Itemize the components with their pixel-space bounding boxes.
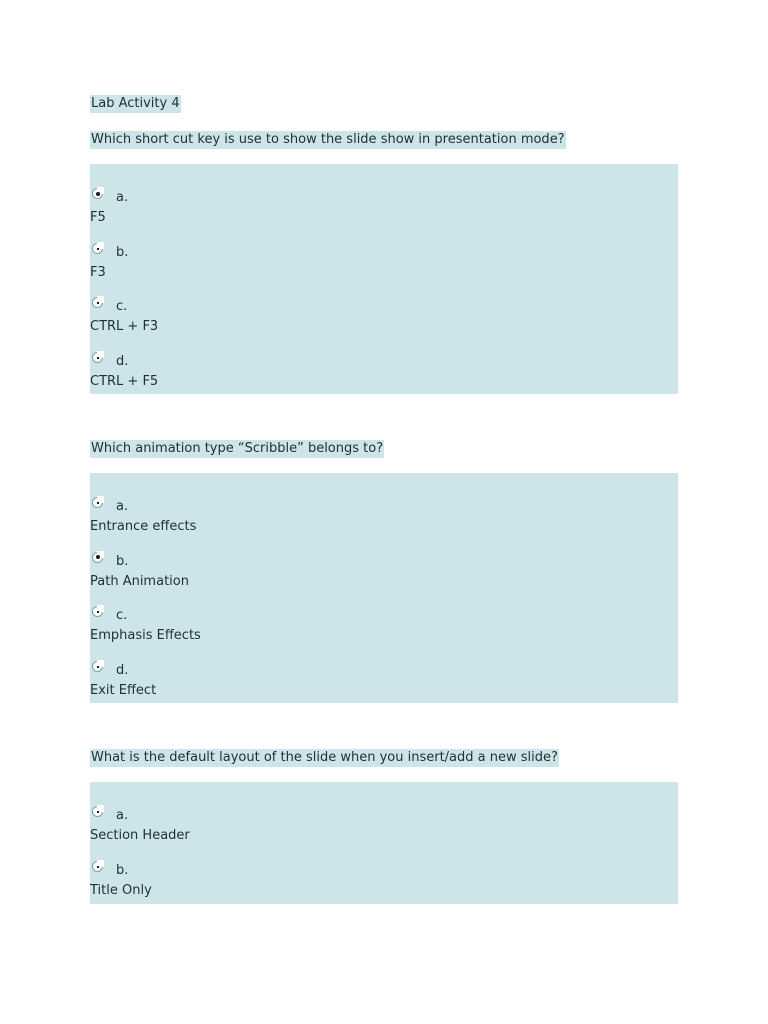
radio-button[interactable] — [92, 806, 103, 817]
radio-button[interactable] — [92, 352, 103, 363]
question-3-option-b[interactable] — [90, 861, 678, 916]
document-title: Lab Activity 4 — [91, 96, 180, 111]
radio-button[interactable] — [92, 297, 103, 308]
question-2-answers — [90, 473, 678, 703]
question-1-prompt: Which short cut key is use to show the slide show in presentation mode? — [91, 132, 565, 147]
radio-button-selected[interactable] — [92, 552, 103, 563]
radio-button[interactable] — [92, 861, 103, 872]
option-text: F5 — [90, 210, 106, 225]
radio-button-selected[interactable] — [92, 188, 103, 199]
option-text: Entrance effects — [90, 519, 197, 534]
radio-button[interactable] — [92, 497, 103, 508]
option-text: Title Only — [90, 882, 152, 898]
option-text: Section Header — [90, 828, 190, 843]
option-letter: a. — [116, 808, 129, 823]
radio-dot-icon — [97, 302, 99, 304]
radio-dot-icon — [97, 811, 99, 813]
option-letter: b. — [116, 553, 129, 569]
option-letter: b. — [116, 244, 129, 260]
question-1-option-a[interactable] — [90, 188, 678, 243]
question-3-answers — [90, 782, 678, 904]
question-1-option-c[interactable] — [90, 297, 678, 352]
radio-dot-icon — [97, 666, 99, 668]
radio-dot-icon — [97, 866, 99, 868]
question-2-option-d[interactable] — [90, 661, 678, 716]
option-letter: d. — [116, 662, 129, 678]
option-text: Path Animation — [90, 573, 189, 589]
option-text: CTRL + F3 — [90, 319, 159, 334]
question-2-option-b[interactable] — [90, 552, 678, 607]
option-text: Emphasis Effects — [90, 628, 201, 643]
question-3-option-a[interactable] — [90, 806, 678, 861]
option-text: F3 — [90, 264, 106, 280]
option-letter: d. — [116, 353, 129, 369]
option-letter: b. — [116, 862, 129, 878]
question-1-option-d[interactable] — [90, 352, 678, 407]
option-letter: c. — [116, 608, 128, 623]
radio-button[interactable] — [92, 661, 103, 672]
question-1-answers — [90, 164, 678, 394]
question-2-option-a[interactable] — [90, 497, 678, 552]
question-3-prompt: What is the default layout of the slide when you insert/add a new slide? — [91, 750, 558, 765]
option-text: CTRL + F5 — [90, 373, 159, 389]
question-1-option-b[interactable] — [90, 243, 678, 298]
option-letter: a. — [116, 190, 129, 205]
radio-dot-icon — [97, 248, 99, 250]
option-letter: a. — [116, 499, 129, 514]
option-letter: c. — [116, 299, 128, 314]
option-text: Exit Effect — [90, 682, 157, 698]
radio-dot-icon — [97, 611, 99, 613]
radio-button[interactable] — [92, 243, 103, 254]
question-2-option-c[interactable] — [90, 606, 678, 661]
radio-dot-icon — [97, 357, 99, 359]
radio-dot-icon — [97, 502, 99, 504]
question-2-prompt: Which animation type “Scribble” belongs to? — [91, 441, 384, 456]
radio-button[interactable] — [92, 606, 103, 617]
